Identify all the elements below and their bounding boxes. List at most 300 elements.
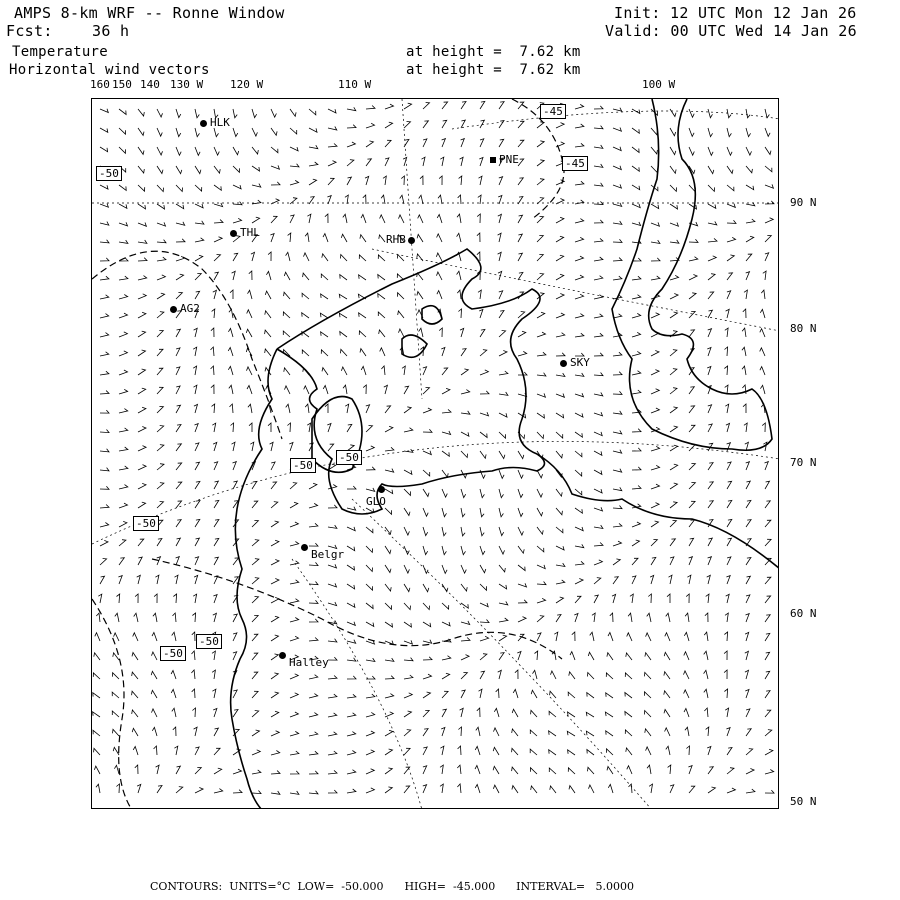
wind-barb — [285, 386, 291, 394]
wind-barb — [347, 125, 356, 128]
wind-barb — [423, 729, 428, 736]
wind-barb — [172, 632, 176, 641]
wind-barb — [252, 147, 258, 154]
wind-barb — [765, 671, 770, 679]
wind-barb — [648, 594, 651, 603]
wind-barb — [575, 314, 584, 318]
wind-barb — [195, 291, 200, 299]
wind-barb — [499, 331, 506, 338]
wind-barb — [442, 451, 449, 456]
wind-barb — [708, 538, 712, 546]
wind-barb — [632, 486, 641, 490]
wind-barb — [214, 520, 219, 528]
wind-barb — [666, 613, 670, 622]
wind-barb — [96, 613, 100, 622]
wind-barb — [537, 160, 544, 166]
contour-label: -50 — [160, 646, 186, 661]
wind-barb — [746, 272, 750, 280]
station-marker — [301, 544, 308, 551]
wind-barb — [537, 432, 544, 439]
wind-barb — [440, 784, 443, 793]
wind-barb — [233, 769, 242, 774]
wind-barb — [233, 633, 237, 641]
wind-barb — [575, 333, 584, 337]
wind-barb — [613, 487, 622, 490]
wind-barb — [113, 729, 120, 736]
wind-barb — [157, 128, 162, 136]
wind-barb — [765, 520, 771, 527]
wind-barb — [271, 579, 279, 585]
wind-barb — [689, 275, 697, 281]
wind-barb — [195, 204, 203, 208]
wind-barb — [499, 413, 507, 417]
wind-barb — [708, 787, 715, 793]
wind-barb — [233, 790, 242, 793]
wind-barb — [686, 594, 689, 603]
wind-barb — [665, 633, 670, 641]
wind-barb — [475, 746, 480, 755]
wind-barb — [135, 594, 138, 603]
wind-barb — [290, 522, 298, 527]
wind-barb — [554, 632, 558, 641]
wind-barb — [366, 426, 373, 433]
wind-barb — [233, 128, 238, 137]
wind-barb — [745, 690, 749, 699]
wind-barb — [480, 489, 484, 498]
wind-barb — [422, 157, 426, 166]
wind-barb — [689, 311, 695, 318]
wind-barb — [708, 424, 712, 432]
wind-barb — [556, 394, 564, 398]
wind-barb — [537, 352, 546, 356]
wind-barb — [176, 109, 181, 118]
wind-barb — [556, 508, 562, 515]
wind-barb — [138, 258, 147, 261]
wind-barb — [743, 309, 746, 318]
wind-barb — [138, 502, 146, 508]
wind-barb — [725, 328, 728, 337]
wind-barb — [568, 768, 575, 774]
wind-barb — [212, 651, 215, 660]
wind-barb — [499, 392, 508, 395]
wind-barb — [499, 584, 507, 589]
wind-barb — [119, 466, 128, 470]
lon-label-120w: 120 W — [230, 78, 264, 91]
wind-barb — [214, 789, 223, 793]
map-title: AMPS 8-km WRF -- Ronne Window — [14, 4, 285, 22]
wind-barb — [625, 673, 632, 679]
wind-barb — [556, 123, 564, 128]
wind-barb — [480, 370, 488, 375]
lon-label-100w: 100 W — [642, 78, 676, 91]
wind-barb — [119, 409, 128, 413]
wind-barb — [498, 670, 502, 679]
wind-barb — [704, 632, 708, 641]
wind-barb — [404, 508, 410, 516]
wind-barb — [404, 122, 411, 129]
wind-barb — [556, 236, 564, 242]
wind-barb — [569, 672, 575, 679]
wind-barb — [100, 295, 109, 299]
valid-time: Valid: 00 UTC Wed 14 Jan 26 — [605, 22, 857, 40]
wind-barb — [195, 443, 199, 451]
wind-barb — [607, 767, 613, 775]
wind-barb — [556, 217, 564, 223]
wind-barb — [119, 313, 128, 318]
wind-barb — [689, 239, 698, 242]
wind-barb — [459, 176, 462, 185]
wind-barb — [404, 622, 411, 627]
wind-barb — [175, 575, 179, 584]
station-hlk: HLK — [200, 116, 230, 129]
wind-barb — [233, 614, 237, 622]
wind-barb — [651, 276, 660, 280]
wind-barb — [708, 329, 712, 337]
wind-barb — [765, 577, 771, 584]
wind-barb — [499, 653, 504, 660]
wind-barb — [727, 237, 736, 242]
wind-barb — [230, 404, 234, 413]
wind-barb — [423, 674, 432, 679]
wind-barb — [287, 423, 290, 432]
wind-barb — [93, 673, 100, 679]
wind-barb — [93, 730, 100, 736]
wind-barb — [746, 769, 754, 775]
wind-barb — [138, 388, 146, 394]
wind-barb — [442, 691, 448, 698]
wind-barb — [119, 389, 128, 394]
wind-barb — [284, 292, 290, 299]
wind-barb — [328, 109, 336, 113]
wind-barb — [381, 366, 385, 375]
wind-barb — [252, 578, 259, 584]
wind-barb — [138, 350, 146, 356]
wind-barb — [512, 786, 518, 793]
wind-barb — [613, 391, 622, 394]
wind-barb — [152, 727, 157, 736]
wind-barb — [499, 102, 504, 109]
wind-barb — [746, 520, 751, 527]
wind-barb — [246, 329, 252, 337]
wind-barb — [575, 451, 582, 457]
forecast-hours: 36 h — [92, 22, 130, 40]
wind-barb — [594, 106, 603, 109]
wind-barb — [366, 446, 374, 451]
wind-barb — [214, 748, 220, 755]
wind-barb — [556, 432, 563, 438]
wind-barb — [252, 711, 259, 718]
wind-barb — [157, 240, 166, 243]
map-canvas[interactable] — [92, 99, 779, 809]
wind-barb — [746, 749, 753, 755]
wind-barb — [670, 294, 678, 300]
wind-barb — [632, 276, 641, 280]
wind-barb — [252, 615, 258, 622]
wind-barb — [132, 691, 138, 698]
wind-barb — [704, 708, 708, 717]
wind-barb — [480, 432, 487, 438]
wind-barb — [360, 235, 366, 242]
wind-barb — [613, 411, 622, 414]
wind-barb — [594, 276, 603, 280]
wind-barb — [537, 332, 546, 337]
wind-barb — [518, 272, 523, 280]
wind-barb — [531, 690, 537, 698]
wind-barb — [685, 727, 689, 736]
wind-barb — [176, 463, 182, 470]
wind-barb — [765, 691, 770, 698]
wind-barb — [537, 527, 543, 534]
wind-barb — [436, 253, 442, 261]
wind-barb — [442, 409, 451, 413]
wind-barb — [211, 366, 214, 375]
wind-barb — [689, 128, 694, 136]
wind-barb — [347, 565, 355, 570]
wind-barb — [423, 584, 429, 592]
wind-barb — [247, 386, 252, 395]
wind-barb — [213, 442, 217, 451]
wind-barb — [667, 594, 670, 603]
wind-barb — [366, 750, 374, 755]
wind-barb — [214, 166, 220, 173]
wind-barb — [404, 730, 411, 736]
wind-barb — [518, 565, 525, 571]
wind-barb — [290, 618, 299, 623]
wind-barb — [478, 290, 481, 299]
wind-barb — [195, 747, 199, 755]
wind-barb — [457, 214, 461, 223]
wind-barb — [284, 368, 290, 375]
wind-barb — [328, 770, 337, 774]
wind-barb — [366, 712, 375, 717]
wind-barb — [645, 729, 651, 736]
wind-barb — [708, 147, 713, 155]
wind-barb — [192, 708, 195, 717]
wind-barb — [404, 407, 411, 413]
wind-barb — [651, 446, 660, 451]
wind-barb — [594, 412, 603, 416]
wind-barb — [708, 482, 713, 489]
wind-barb — [359, 275, 366, 280]
wind-barb — [744, 423, 747, 432]
wind-barb — [347, 713, 356, 717]
wind-barb — [151, 690, 157, 698]
wind-barb — [341, 255, 348, 262]
wind-barb — [423, 747, 427, 755]
wind-barb — [192, 689, 195, 698]
wind-barb — [176, 329, 180, 337]
wind-barb — [727, 220, 736, 223]
wind-barb — [176, 222, 185, 226]
coastline-peninsula-west — [231, 349, 277, 809]
wind-barb — [328, 161, 336, 166]
wind-barb — [322, 254, 328, 261]
wind-barb — [347, 603, 355, 607]
wind-barb — [493, 785, 499, 793]
wind-barb — [632, 390, 641, 394]
wind-barb — [271, 182, 280, 185]
contour-legend: CONTOURS: UNITS=°C LOW= -50.000 HIGH= -45.000 INTERVAL= 5.0000 — [150, 880, 635, 893]
wind-barb — [632, 222, 641, 226]
wind-barb — [575, 561, 584, 565]
wind-barb — [708, 128, 713, 137]
graticule — [92, 99, 779, 809]
wind-barb — [689, 387, 694, 394]
wind-barb — [271, 147, 278, 153]
wind-barb — [347, 658, 356, 661]
wind-barb — [589, 785, 595, 793]
wind-barb — [157, 147, 163, 155]
wind-barb — [704, 689, 708, 698]
wind-barb — [746, 789, 755, 793]
lat-label-90n: 90 N — [790, 196, 817, 209]
wind-barb — [383, 176, 386, 185]
wind-barb — [214, 237, 222, 242]
graticule-lon-b — [352, 499, 652, 809]
wind-barb — [765, 790, 774, 793]
wind-barb — [100, 410, 109, 413]
wind-barb — [423, 451, 431, 455]
wind-barb — [154, 594, 157, 603]
wind-barb — [195, 166, 201, 174]
wind-barb — [309, 179, 317, 185]
wind-barb — [644, 711, 651, 718]
wind-barb — [480, 350, 487, 356]
wind-barb — [347, 177, 351, 185]
wind-barb — [176, 348, 180, 356]
wind-barb — [100, 314, 109, 318]
wind-barb — [343, 385, 347, 394]
wind-barb — [119, 332, 127, 337]
wind-barb — [442, 565, 447, 573]
wind-barb — [765, 633, 770, 641]
wind-barb — [575, 256, 584, 261]
wind-barb — [437, 272, 443, 280]
wind-barb — [517, 652, 521, 661]
wind-barb — [727, 557, 731, 565]
wind-barb — [549, 750, 556, 755]
wind-barb — [195, 557, 199, 565]
lon-label-110w: 110 W — [338, 78, 372, 91]
wind-barb — [586, 731, 594, 736]
wind-barb — [290, 502, 298, 508]
wind-barb — [707, 348, 711, 357]
wind-barb — [347, 424, 352, 432]
wind-barb — [499, 371, 508, 375]
wind-barb — [575, 527, 583, 531]
wind-barb — [404, 767, 410, 774]
wind-barb — [537, 254, 543, 261]
field-temperature-label: Temperature — [12, 44, 109, 60]
wind-barb — [765, 501, 770, 508]
wind-barb — [670, 520, 676, 527]
wind-barb — [378, 312, 385, 318]
wind-barb — [321, 332, 328, 337]
wind-barb — [442, 709, 446, 717]
wind-barb — [233, 147, 239, 155]
wind-barb — [157, 312, 164, 318]
wind-barb — [518, 508, 523, 517]
station-marker — [170, 306, 177, 313]
wind-barb — [341, 234, 347, 242]
wind-barb — [498, 214, 502, 223]
wind-barb — [537, 508, 543, 516]
wind-barb — [176, 166, 182, 174]
wind-barb — [441, 728, 445, 737]
wind-barb — [575, 275, 584, 280]
wind-barb — [283, 312, 290, 318]
wind-barb — [670, 388, 677, 394]
wind-barb — [461, 638, 470, 642]
wind-barb — [670, 445, 678, 451]
wind-barb — [480, 329, 485, 337]
wind-barb — [176, 274, 184, 280]
wind-barb — [116, 784, 119, 793]
wind-barb — [328, 144, 337, 148]
wind-barb — [195, 238, 204, 242]
wind-barb — [613, 147, 621, 151]
wind-barb — [746, 147, 752, 155]
station-sky: SKY — [560, 356, 590, 369]
lon-label-160: 160 — [90, 78, 110, 91]
wind-barb — [423, 508, 428, 516]
wind-barb — [727, 147, 732, 155]
wind-barb — [518, 351, 527, 356]
wind-barb — [575, 373, 584, 376]
wind-barb — [725, 347, 728, 356]
contour-label: -50 — [336, 450, 362, 465]
wind-barb — [442, 431, 451, 435]
wind-barb — [651, 258, 660, 261]
wind-barb — [518, 527, 523, 535]
wind-barb — [513, 689, 518, 698]
wind-barb — [322, 368, 328, 375]
wind-barb — [176, 444, 181, 451]
wind-barb — [442, 603, 449, 609]
wind-barb — [192, 651, 196, 660]
wind-barb — [138, 446, 146, 451]
wind-barb — [138, 557, 142, 565]
wind-barb — [626, 653, 632, 660]
wind-barb — [440, 765, 443, 774]
wind-barb — [385, 658, 394, 661]
wind-barb — [499, 527, 504, 536]
wind-barb — [305, 404, 309, 413]
wind-barb — [587, 693, 594, 698]
wind-barb — [265, 311, 271, 318]
wind-barb — [727, 291, 731, 299]
map-panel[interactable] — [91, 98, 779, 809]
wind-barb — [249, 271, 252, 280]
wind-barb — [632, 332, 641, 337]
wind-barb — [518, 600, 527, 603]
wind-barb — [176, 557, 180, 565]
wind-barb — [613, 523, 622, 527]
wind-barb — [575, 219, 584, 223]
wind-barb — [647, 765, 651, 774]
wind-barb — [328, 694, 337, 698]
wind-barb — [325, 404, 328, 413]
wind-barb — [119, 503, 128, 508]
wind-barb — [479, 158, 483, 167]
wind-barb — [366, 527, 373, 533]
wind-barb — [328, 713, 337, 717]
wind-barb — [233, 185, 241, 189]
wind-barb — [726, 728, 730, 736]
wind-barb — [366, 141, 373, 147]
wind-barb — [632, 109, 640, 114]
wind-barb — [537, 413, 544, 418]
